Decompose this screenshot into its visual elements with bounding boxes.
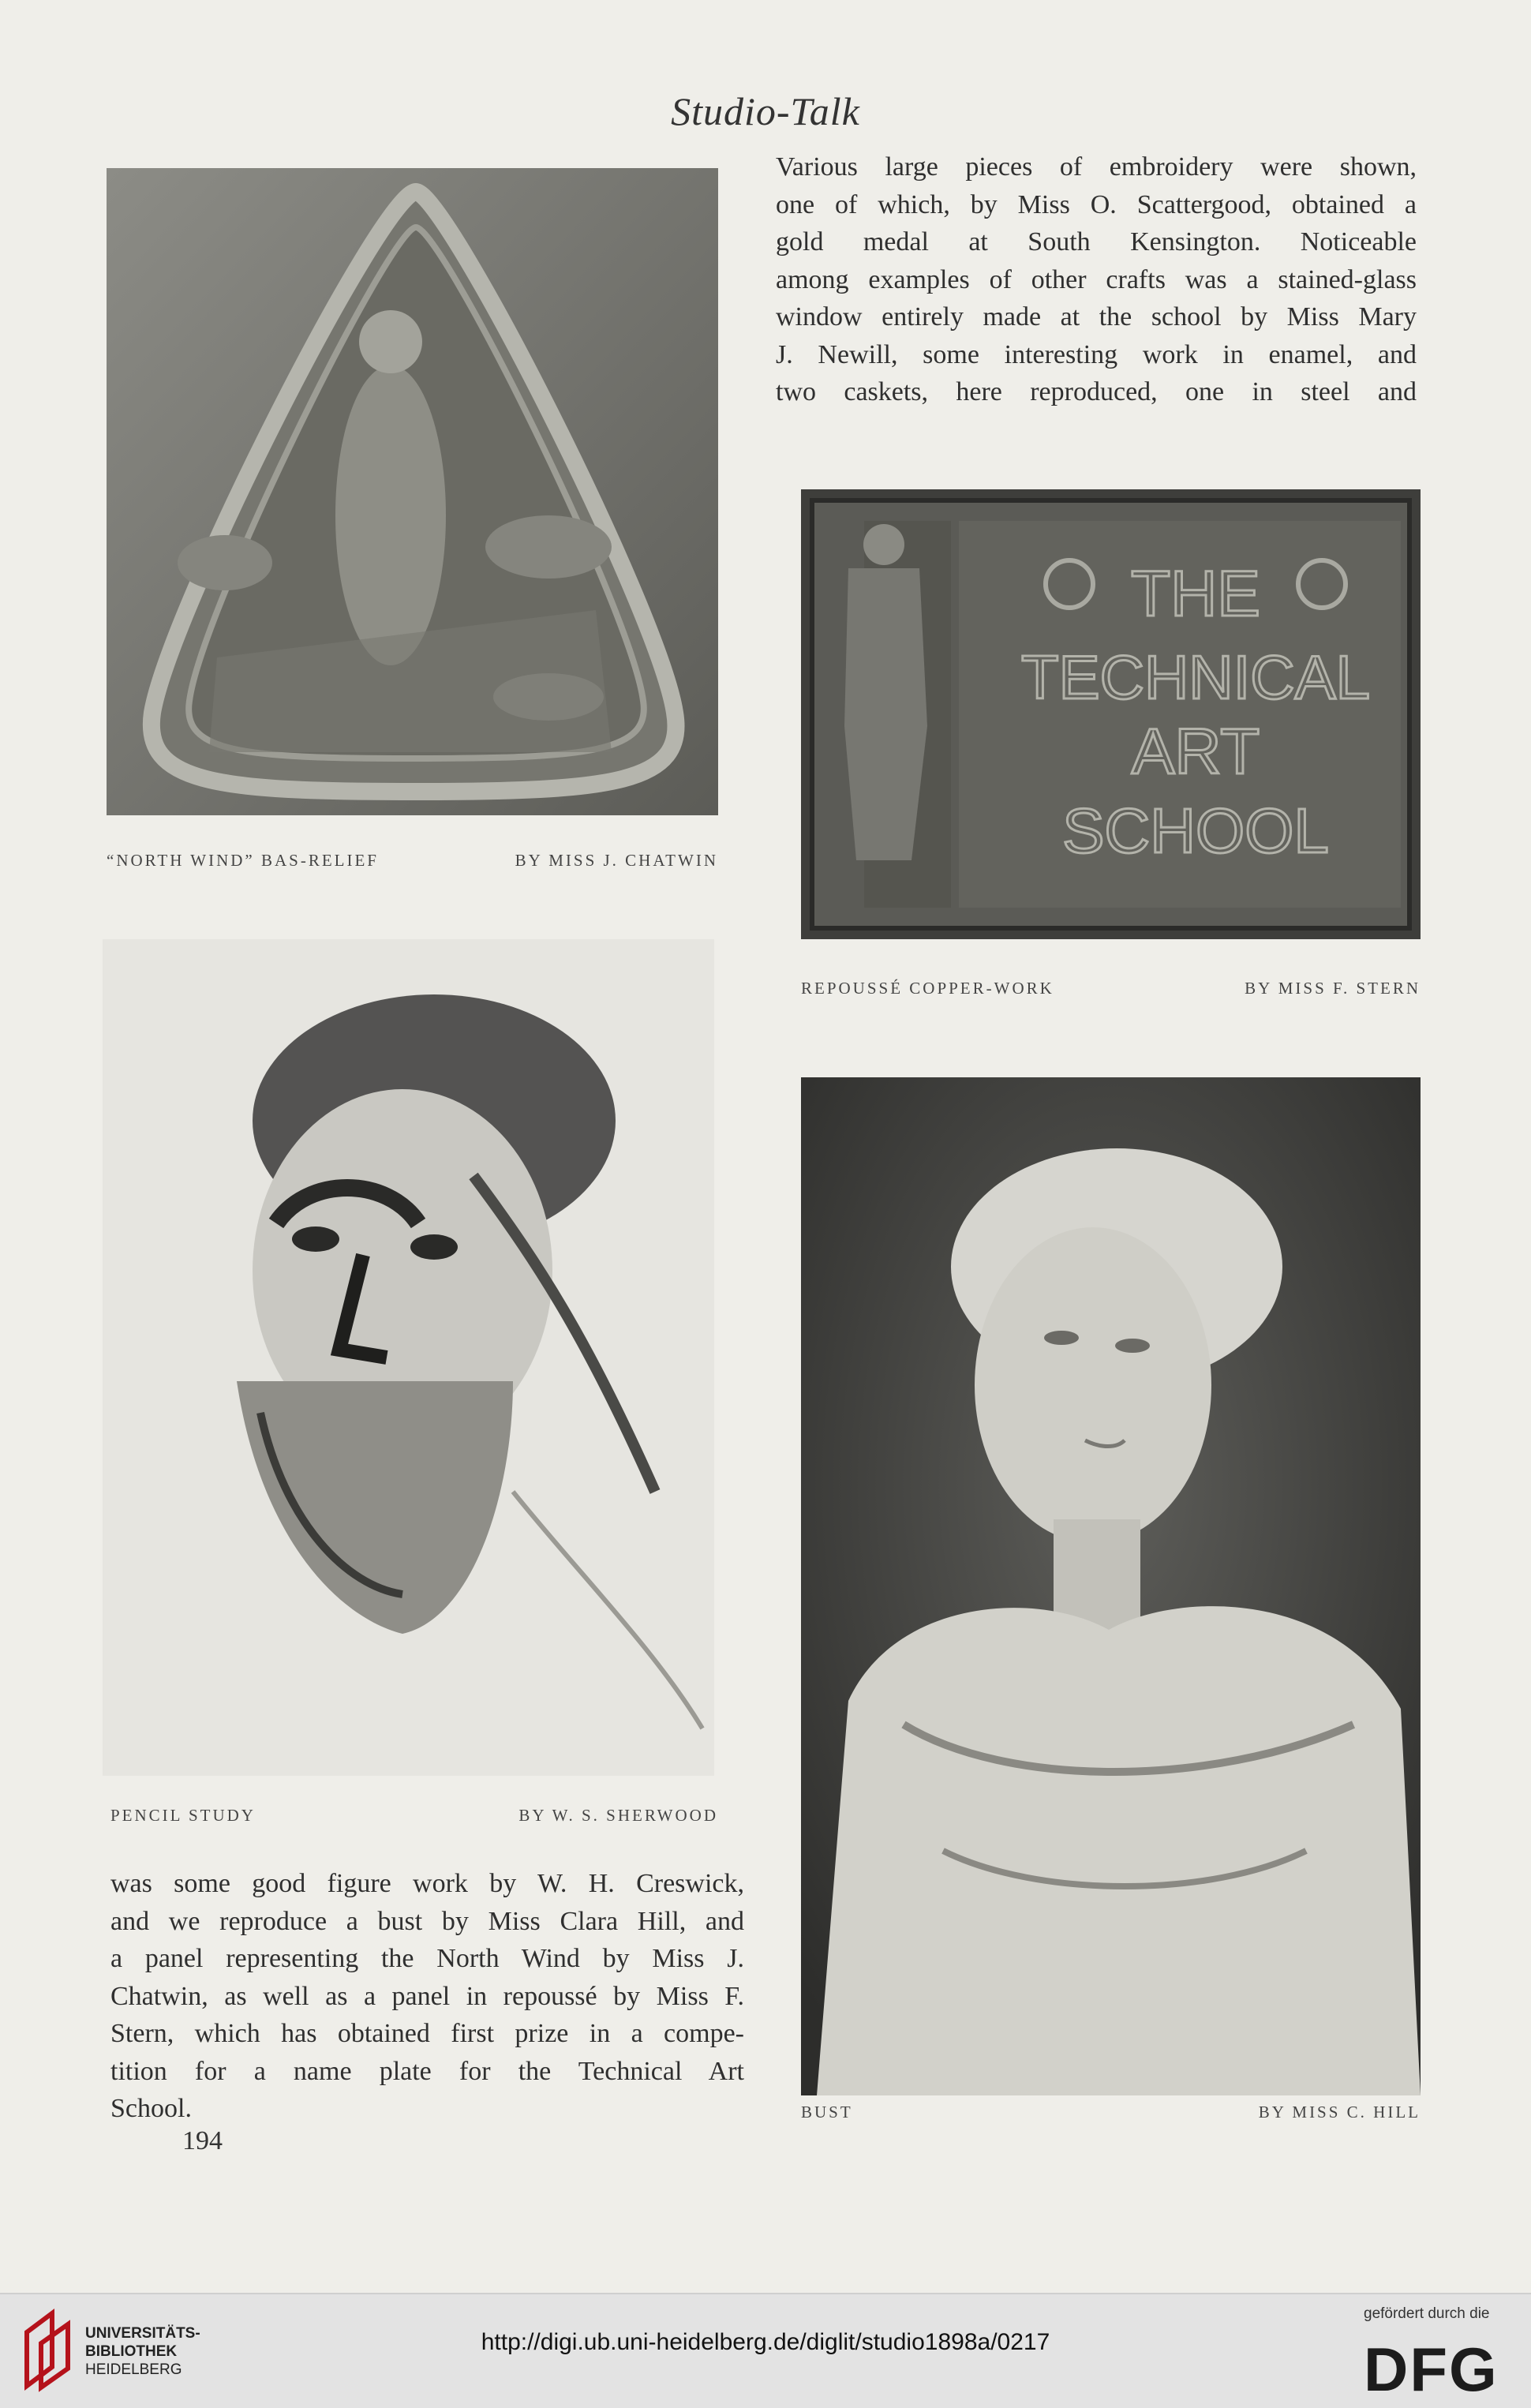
text-line: School. — [110, 2094, 192, 2123]
pencil-study-image — [103, 939, 714, 1776]
pencil-study-caption — [110, 1806, 718, 1826]
caption-artist: BY MISS F. STERN — [1245, 979, 1421, 998]
institution-line: UNIVERSITÄTS- — [85, 2325, 200, 2342]
text-line: and we reproduce a bust by Miss Clara Hill, and — [110, 1906, 744, 1936]
text-line: window entirely made at the school by Miss Mary — [776, 302, 1417, 331]
text-line: Stern, which has obtained first prize in a compe- — [110, 2019, 744, 2048]
north-wind-bas-relief-image — [107, 168, 718, 815]
caption-title: REPOUSSÉ COPPER-WORK — [801, 979, 1054, 998]
repousse-copper-work-image — [801, 489, 1421, 939]
text-line: Chatwin, as well as a panel in repoussé by Miss F. — [110, 1981, 744, 2011]
right-column-text — [776, 148, 1417, 411]
text-line: among examples of other crafts was a stained-glass — [776, 264, 1417, 294]
running-head: Studio-Talk — [671, 89, 860, 133]
copper-plate-graphic — [801, 489, 1421, 939]
plate-word-the: THE — [1131, 558, 1260, 630]
north-wind-relief-graphic — [107, 168, 718, 815]
text-line: J. Newill, some interesting work in enamel, and — [776, 339, 1417, 369]
caption-title: BUST — [801, 2103, 853, 2122]
text-line: one of which, by Miss O. Scattergood, obtained a — [776, 189, 1417, 219]
text-line: was some good figure work by W. H. Creswick, — [110, 1869, 744, 1898]
text-line: Various large pieces of embroidery were shown, — [776, 152, 1417, 182]
text-line: gold medal at South Kensington. Noticeable — [776, 227, 1417, 257]
source-url-link[interactable]: http://digi.ub.uni-heidelberg.de/diglit/studio1898a/0217 — [481, 2329, 1050, 2355]
caption-artist: BY W. S. SHERWOOD — [518, 1806, 718, 1825]
bust-image — [801, 1077, 1421, 2095]
plate-word-technical: TECHNICAL — [1020, 642, 1371, 712]
caption-artist: BY MISS J. CHATWIN — [515, 851, 718, 870]
sponsor-note: gefördert durch die — [1364, 2305, 1490, 2322]
text-line: a panel representing the North Wind by Miss J. — [110, 1944, 744, 1973]
bust-sculpture-graphic — [801, 1077, 1421, 2095]
dfg-logo: DFG — [1364, 2335, 1499, 2404]
text-line: tition for a name plate for the Technical Art — [110, 2056, 744, 2086]
university-library-logo — [21, 2309, 76, 2392]
pencil-portrait-graphic — [103, 939, 714, 1776]
caption-artist: BY MISS C. HILL — [1258, 2103, 1421, 2122]
plate-word-school: SCHOOL — [1062, 796, 1329, 866]
digitization-footer — [0, 2293, 1531, 2408]
caption-title: “NORTH WIND” BAS-RELIEF — [107, 851, 379, 870]
institution-line: BIBLIOTHEK — [85, 2343, 178, 2360]
north-wind-caption — [107, 851, 718, 871]
bust-caption — [801, 2103, 1421, 2122]
institution-name — [85, 2324, 200, 2379]
left-column-text — [110, 1865, 744, 2128]
plate-word-art: ART — [1131, 716, 1260, 788]
caption-title: PENCIL STUDY — [110, 1806, 256, 1825]
institution-line: HEIDELBERG — [85, 2361, 182, 2378]
text-line: two caskets, here reproduced, one in steel and — [776, 377, 1417, 406]
page-number: 194 — [182, 2126, 223, 2155]
copper-work-caption — [801, 979, 1421, 998]
